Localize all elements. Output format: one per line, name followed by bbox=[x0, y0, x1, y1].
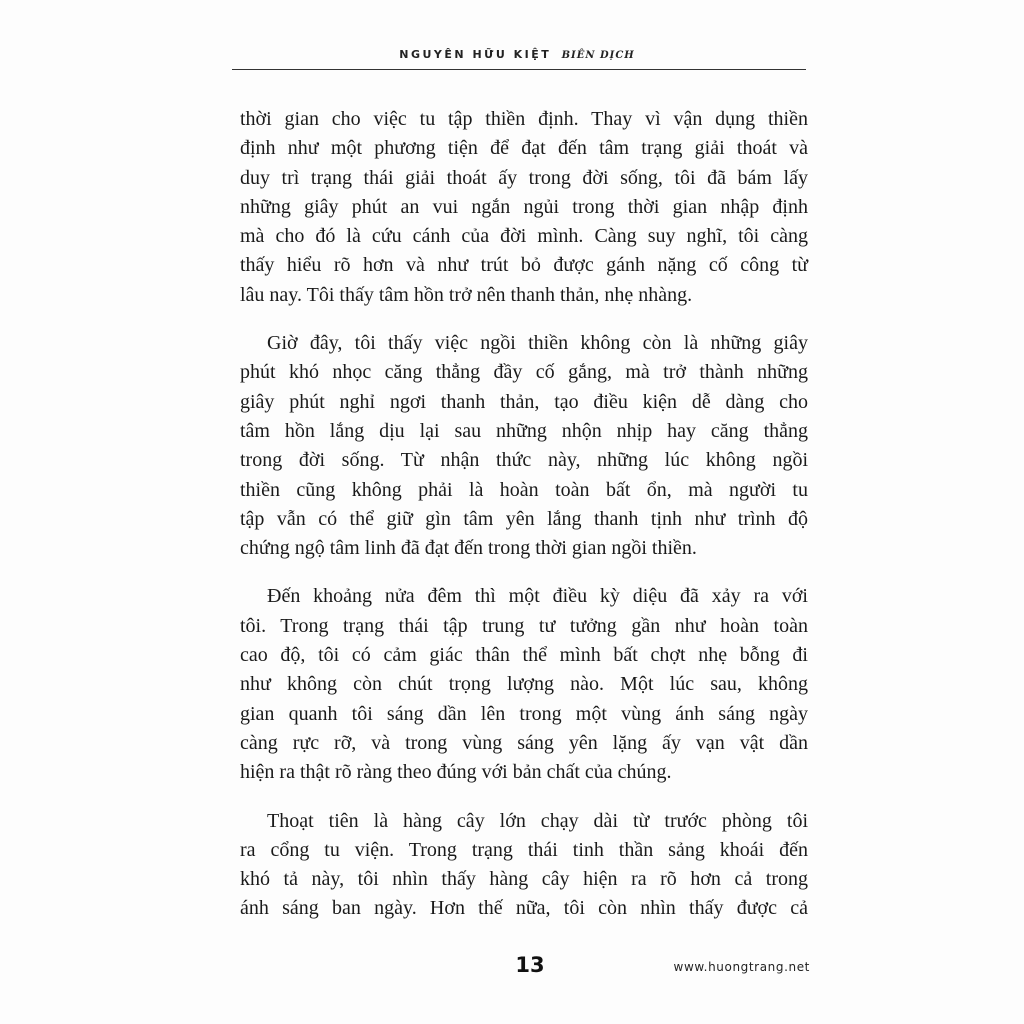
text-line: thiền cũng không phải là hoàn toàn bất ổn, mà người tu bbox=[240, 478, 808, 501]
body-text bbox=[240, 105, 808, 943]
text-line: hiện ra thật rõ ràng theo đúng với bản chất của chúng. bbox=[240, 761, 672, 784]
text-line: ra cổng tu viện. Trong trạng thái tinh thần sảng khoái đến bbox=[240, 838, 808, 861]
text-line: phút khó nhọc căng thẳng đầy cố gắng, mà trở thành những bbox=[240, 361, 808, 384]
text-line: Giờ đây, tôi thấy việc ngồi thiền không còn là những giây bbox=[267, 332, 808, 355]
text-line: chứng ngộ tâm linh đã đạt đến trong thời gian ngồi thiền. bbox=[240, 537, 697, 560]
header-role: BIÊN DỊCH bbox=[561, 50, 635, 61]
text-line: như không còn chút trọng lượng nào. Một lúc sau, không bbox=[240, 673, 808, 696]
text-line: khó tả này, tôi nhìn thấy hàng cây hiện ra rõ hơn cả trong bbox=[240, 868, 808, 891]
paragraph bbox=[240, 329, 808, 563]
text-line: tôi. Trong trạng thái tập trung tư tưởng gần như hoàn toàn bbox=[240, 614, 808, 637]
text-line: gian quanh tôi sáng dần lên trong một vùng ánh sáng ngày bbox=[240, 702, 808, 725]
text-line: tâm hồn lắng dịu lại sau những nhộn nhịp hay căng thẳng bbox=[240, 419, 808, 442]
text-line: lâu nay. Tôi thấy tâm hồn trở nên thanh thản, nhẹ nhàng. bbox=[240, 283, 693, 306]
text-line: cao độ, tôi có cảm giác thân thể mình bất chợt nhẹ bỗng đi bbox=[240, 644, 808, 667]
header-author: NGUYÊN HỮU KIỆT bbox=[399, 48, 552, 61]
text-line: ánh sáng ban ngày. Hơn thế nữa, tôi còn nhìn thấy được cả bbox=[240, 897, 808, 920]
text-line: tập vẫn có thể giữ gìn tâm yên lắng thanh tịnh như trình độ bbox=[240, 507, 808, 530]
footer-website: www.huongtrang.net bbox=[673, 960, 810, 974]
text-line: mà cho đó là cứu cánh của đời mình. Càng suy nghĩ, tôi càng bbox=[240, 225, 808, 248]
paragraph bbox=[240, 582, 808, 787]
text-line: Thoạt tiên là hàng cây lớn chạy dài từ trước phòng tôi bbox=[267, 809, 808, 832]
text-line: thời gian cho việc tu tập thiền định. Thay vì vận dụng thiền bbox=[240, 108, 808, 130]
page-number: 13 bbox=[515, 953, 545, 977]
paragraph bbox=[240, 105, 808, 310]
running-header bbox=[228, 48, 806, 61]
text-line: những giây phút an vui ngắn ngủi trong thời gian nhập định bbox=[240, 195, 808, 218]
text-line: càng rực rỡ, và trong vùng sáng yên lặng ấy vạn vật dần bbox=[240, 731, 808, 754]
text-line: trong đời sống. Từ nhận thức này, những lúc không ngồi bbox=[240, 449, 808, 472]
header-rule bbox=[232, 69, 806, 70]
text-line: Đến khoảng nửa đêm thì một điều kỳ diệu đã xảy ra với bbox=[267, 585, 808, 608]
text-line: duy trì trạng thái giải thoát ấy trong đời sống, tôi đã bám lấy bbox=[240, 166, 808, 189]
text-line: định như một phương tiện để đạt đến tâm trạng giải thoát và bbox=[240, 137, 808, 160]
paragraph bbox=[240, 807, 808, 924]
text-line: thấy hiểu rõ hơn và như trút bỏ được gánh nặng cố công từ bbox=[240, 254, 808, 277]
text-line: giây phút nghỉ ngơi thanh thản, tạo điều kiện dễ dàng cho bbox=[240, 390, 808, 413]
